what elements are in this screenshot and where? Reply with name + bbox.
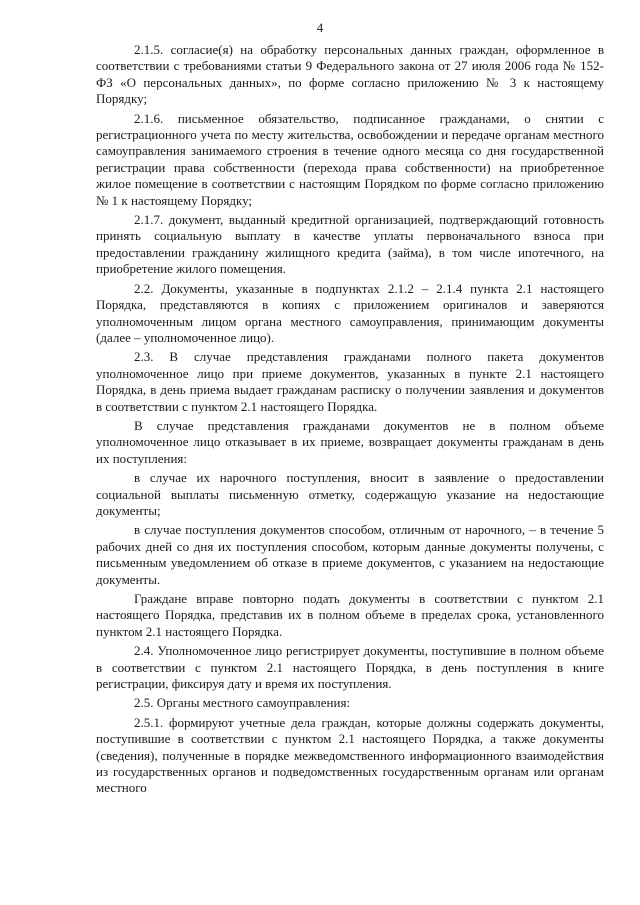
page-number: 4 — [316, 20, 324, 35]
paragraph-2-2: 2.2. Документы, указанные в подпунктах 2.1.2 – 2.1.4 пункта 2.1 настоящего Порядка, представляются в копиях с приложением оригиналов и заверяются уполномоченным лицом органа местного самоуправления, принимающим документы (далее – уполномоченное лицо). — [96, 280, 604, 345]
paragraph-2-3-in-person: в случае их нарочного поступления, вносит в заявление о предоставлении социальной выплаты письменную отметку, содержащую указание на недостающие документы; — [96, 470, 604, 518]
paragraph-2-3: 2.3. В случае представления гражданами полного пакета документов уполномоченное лицо при приеме документов, указанных в пункте 2.1 настоящего Порядка, в день приема выдает гражданам расписку о получении заявления и документов в соответствии с пунктом 2.1 настоящего Порядка. — [96, 349, 604, 414]
paragraph-2-3-incomplete: В случае представления гражданами документов не в полном объеме уполномоченное лицо отказывает в их приеме, возвращает документы гражданам в день их поступления: — [96, 417, 604, 466]
paragraph-2-4: 2.4. Уполномоченное лицо регистрирует документы, поступившие в полном объеме в соответствии с пунктом 2.1 настоящего Порядка, в день поступления в книге регистрации, фиксируя дату и время их поступления. — [96, 643, 604, 692]
paragraph-2-1-7: 2.1.7. документ, выданный кредитной организацией, подтверждающий готовность принять социальную выплату в качестве уплаты первоначального взноса при предоставлении гражданину жилищного кредита (займа), в том числе ипотечного, на приобретение жилого помещения. — [96, 212, 604, 277]
document-body — [96, 42, 604, 800]
paragraph-2-1-5: 2.1.5. согласие(я) на обработку персональных данных граждан, оформленное в соответствии с требованиями статьи 9 Федерального закона от 27 июля 2006 года № 152-ФЗ «О персональных данных», по форме согласно приложению № 3 к настоящему Порядку; — [96, 42, 604, 107]
paragraph-2-5: 2.5. Органы местного самоуправления: — [134, 695, 351, 711]
paragraph-2-3-other-method: в случае поступления документов способом, отличным от нарочного, – в течение 5 рабочих дней со дня их поступления способом, которым данные документы получены, с письменным уведомлением об отказе в приеме документов, с указанием на недостающие документы. — [96, 522, 604, 587]
paragraph-2-5-1: 2.5.1. формируют учетные дела граждан, которые должны содержать документы, поступившие в соответствии с пунктом 2.1 настоящего Порядка, а также документы (сведения), полученные в порядке межведомственного информационного взаимодействия из государственных органов и подведомственных государственным органам или органам местного — [96, 714, 604, 796]
paragraph-2-3-resubmit: Граждане вправе повторно подать документы в соответствии с пунктом 2.1 настоящего Порядка, представив их в полном объеме в пределах срока, установленного пунктом 2.1 настоящего Порядка. — [96, 591, 604, 639]
paragraph-2-1-6: 2.1.6. письменное обязательство, подписанное гражданами, о снятии с регистрационного учета по месту жительства, освобождении и передаче органам местного самоуправления занимаемого строения в течение одного месяца со дня государственной регистрации права собственности (перехода права собственности) на приобретенное жилое помещение в соответствии с настоящим Порядком по форме согласно приложению № 1 к настоящему Порядку; — [96, 110, 604, 208]
